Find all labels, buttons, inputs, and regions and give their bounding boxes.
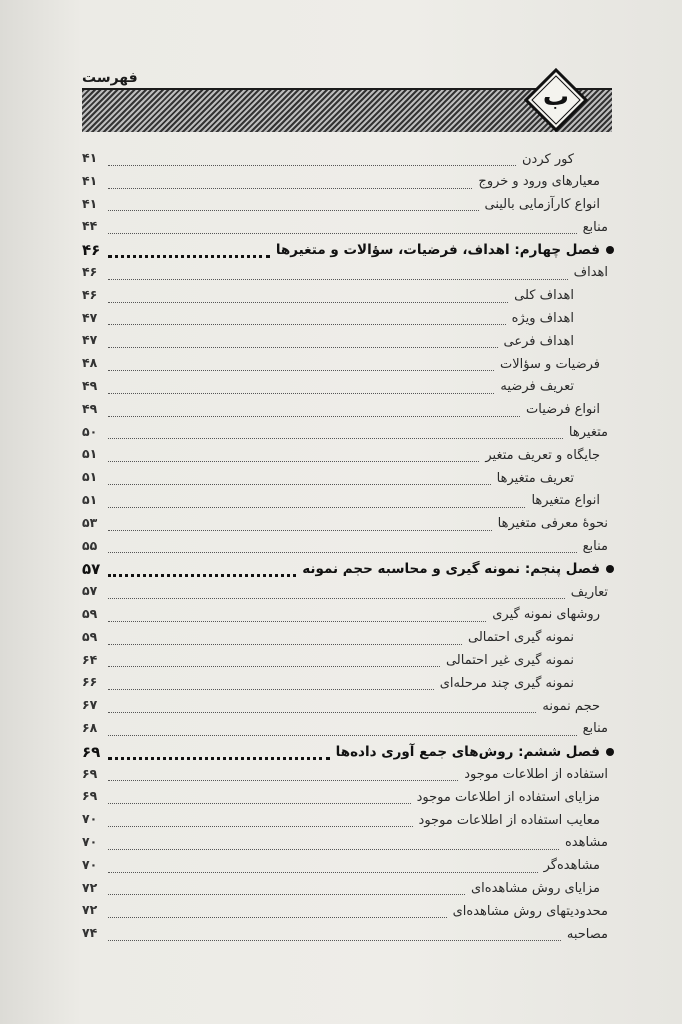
toc-page-number: ۴۱ [82, 195, 98, 211]
dot-leader [108, 757, 330, 760]
toc-entry-label [522, 148, 574, 170]
dot-leader [108, 507, 525, 508]
dot-leader [108, 552, 577, 553]
toc-page-number: ۵۳ [82, 514, 98, 530]
toc-entry-label [419, 809, 600, 831]
toc-entry-label [446, 650, 574, 672]
toc-page-number: ۵۱ [82, 469, 98, 485]
toc-page-number: ۶۹ [82, 765, 98, 781]
toc-chapter-label [336, 741, 614, 763]
table-of-contents [82, 148, 614, 946]
toc-entry-label [468, 627, 574, 649]
dot-leader [108, 644, 462, 645]
toc-page-number: ۷۰ [82, 856, 98, 872]
toc-page-number: ۴۷ [82, 309, 98, 325]
toc-chapter-row [82, 239, 614, 262]
toc-label-text: انواع فرضیات [526, 402, 600, 418]
dot-leader [108, 940, 561, 941]
toc-entry-label [485, 194, 601, 216]
dot-leader [108, 370, 494, 371]
toc-entry-label [471, 878, 600, 900]
dot-leader [108, 484, 491, 485]
dot-leader [108, 826, 413, 827]
toc-entry-row [82, 330, 614, 353]
toc-label-text: مزایای روش مشاهده‌ای [471, 881, 600, 896]
dot-leader [108, 666, 440, 667]
toc-entry-label [514, 285, 574, 307]
bullet-icon [606, 748, 614, 756]
toc-label-text: اهداف فرعی [503, 333, 574, 349]
toc-label-text: مشاهده [564, 835, 608, 851]
toc-entry-label [485, 444, 600, 466]
toc-label-text: معایب استفاده از اطلاعات موجود [418, 812, 600, 828]
toc-label-text: اهداف کلی [514, 288, 574, 304]
toc-label-text: مشاهده‌گر [543, 858, 600, 874]
toc-label-text: تعریف فرضیه [500, 379, 574, 395]
toc-label-text: تعریف متغیرها [496, 470, 574, 486]
toc-entry-label [498, 513, 608, 535]
dot-leader [108, 780, 458, 781]
toc-label-text: کور کردن [521, 151, 574, 167]
toc-page-number: ۵۰ [82, 423, 98, 439]
toc-page-number: ۶۸ [82, 719, 98, 735]
toc-label-text: انواع کارآزمایی بالینی [484, 197, 600, 213]
toc-page-number: ۶۷ [82, 697, 98, 713]
toc-page-number: ۶۴ [82, 651, 98, 667]
toc-page-number: ۷۴ [82, 925, 98, 941]
toc-page-number: ۴۶ [82, 241, 101, 260]
toc-entry-row [82, 467, 614, 490]
toc-entry-label [512, 308, 574, 330]
toc-entry-row [82, 878, 614, 901]
dot-leader [108, 872, 538, 873]
dot-leader [108, 233, 577, 234]
toc-page-number: ۴۱ [82, 150, 98, 165]
toc-label-text: فصل ششم: روش‌های جمع آوری داده‌ها [335, 743, 600, 760]
dot-leader [108, 324, 506, 325]
toc-entry-label [464, 764, 608, 786]
toc-label-text: نحوهٔ معرفی متغیرها [497, 516, 608, 532]
dot-leader [108, 621, 486, 622]
dot-leader [108, 461, 479, 462]
toc-entry-label [542, 695, 600, 717]
toc-entry-row [82, 444, 614, 467]
toc-page-number: ۵۷ [82, 560, 101, 579]
toc-page-number: ۴۹ [82, 400, 98, 416]
dot-leader [108, 689, 434, 690]
toc-label-text: اهداف ویژه [511, 311, 574, 327]
dot-leader [108, 416, 520, 417]
toc-chapter-row [82, 741, 614, 764]
toc-page-number: ۷۲ [82, 879, 98, 895]
toc-entry-row [82, 490, 614, 513]
dot-leader [108, 917, 447, 918]
toc-entry-label [453, 900, 608, 922]
toc-entry-row [82, 764, 614, 787]
toc-entry-row [82, 148, 614, 171]
toc-page-number: ۴۴ [82, 218, 98, 234]
toc-page-number: ۶۹ [82, 742, 101, 761]
toc-page-number: ۵۹ [82, 628, 98, 644]
toc-entry-row [82, 171, 614, 194]
toc-page-number: ۴۸ [82, 355, 98, 371]
toc-entry-label [571, 581, 608, 603]
dot-leader [108, 438, 563, 439]
dot-leader [108, 574, 296, 577]
toc-entry-row [82, 216, 614, 239]
toc-label-text: اهداف [573, 265, 608, 281]
toc-page-number: ۴۶ [82, 286, 98, 302]
toc-page-number: ۶۶ [82, 674, 98, 690]
toc-label-text: منابع [582, 721, 608, 737]
page-header-title: فهرست [82, 70, 138, 86]
toc-entry-row [82, 832, 614, 855]
toc-entry-label [574, 262, 608, 284]
toc-entry-label [417, 786, 600, 808]
toc-entry-row [82, 695, 614, 718]
dot-leader [108, 849, 559, 850]
toc-entry-label [500, 376, 574, 398]
toc-label-text: منابع [582, 219, 608, 235]
dot-leader [108, 803, 411, 804]
page-letter: ب [542, 82, 570, 112]
toc-label-text: حجم نمونه [542, 698, 600, 714]
toc-entry-row [82, 627, 614, 650]
toc-page-number: ۷۰ [82, 833, 98, 849]
toc-label-text: فصل چهارم: اهداف، فرضیات، سؤالات و متغیرها [275, 242, 600, 259]
toc-entry-row [82, 536, 614, 559]
toc-label-text: نمونه گیری چند مرحله‌ای [439, 675, 574, 691]
toc-entry-row [82, 308, 614, 331]
toc-entry-row [82, 900, 614, 923]
toc-page-number: ۵۹ [82, 605, 98, 621]
dot-leader [108, 347, 498, 348]
toc-entry-row [82, 422, 614, 445]
toc-page-number: ۷۰ [82, 811, 98, 827]
dot-leader [108, 188, 472, 189]
toc-label-text: مزایای استفاده از اطلاعات موجود [416, 789, 600, 805]
toc-page-number: ۴۶ [82, 263, 98, 279]
toc-entry-row [82, 786, 614, 809]
toc-label-text: محدودیتهای روش مشاهده‌ای [452, 903, 608, 919]
toc-entry-label [569, 422, 608, 444]
dot-leader [108, 735, 577, 736]
toc-entry-label [500, 353, 600, 375]
toc-label-text: نمونه گیری غیر احتمالی [445, 653, 574, 669]
bullet-icon [606, 246, 614, 254]
toc-entry-row [82, 923, 614, 946]
dot-leader [108, 598, 565, 599]
dot-leader [108, 530, 492, 531]
toc-page-number: ۴۱ [82, 172, 98, 188]
toc-label-text: جایگاه و تعریف متغیر [485, 447, 600, 463]
toc-entry-row [82, 855, 614, 878]
toc-entry-row [82, 376, 614, 399]
toc-entry-row [82, 650, 614, 673]
toc-page-number: ۷۲ [82, 902, 98, 918]
dot-leader [108, 712, 536, 713]
toc-label-text: انواع متغیرها [531, 493, 600, 509]
toc-entry-row [82, 353, 614, 376]
toc-entry-row [82, 399, 614, 422]
toc-entry-label [567, 923, 608, 945]
toc-label-text: مصاحبه [566, 926, 608, 942]
dot-leader [108, 210, 479, 211]
toc-page-number: ۴۷ [82, 332, 98, 348]
toc-label-text: نمونه گیری احتمالی [467, 630, 574, 646]
toc-page-number: ۵۷ [82, 583, 98, 599]
toc-entry-row [82, 513, 614, 536]
dot-leader [108, 894, 465, 895]
toc-entry-row [82, 194, 614, 217]
toc-entry-row [82, 672, 614, 695]
toc-entry-label [492, 604, 600, 626]
toc-entry-label [583, 216, 608, 238]
toc-label-text: استفاده از اطلاعات موجود [464, 767, 608, 783]
toc-entry-row [82, 718, 614, 741]
toc-entry-label [565, 832, 608, 854]
toc-entry-label [478, 171, 600, 193]
toc-chapter-label [302, 558, 614, 580]
toc-entry-row [82, 809, 614, 832]
toc-label-text: منابع [582, 539, 608, 555]
toc-page-number: ۵۱ [82, 491, 98, 507]
dot-leader [108, 255, 270, 258]
toc-entry-label [583, 718, 608, 740]
toc-page-number: ۴۹ [82, 377, 98, 393]
toc-entry-label [544, 855, 600, 877]
toc-page-number: ۵۵ [82, 537, 98, 553]
toc-label-text: متغیرها [568, 425, 608, 441]
toc-entry-row [82, 285, 614, 308]
page-letter-badge [524, 68, 588, 132]
toc-label-text: روشهای نمونه گیری [492, 607, 600, 623]
toc-label-text: تعاریف [570, 584, 608, 600]
toc-entry-label [497, 467, 574, 489]
toc-label-text: فصل پنجم: نمونه گیری و محاسبه حجم نمونه [302, 561, 600, 578]
dot-leader [108, 165, 516, 166]
toc-label-text: فرضیات و سؤالات [500, 356, 600, 372]
toc-entry-label [526, 399, 600, 421]
toc-entry-label [440, 672, 574, 694]
toc-page-number: ۵۱ [82, 446, 98, 462]
toc-entry-label [531, 490, 600, 512]
toc-page-number: ۶۹ [82, 788, 98, 804]
bullet-icon [606, 565, 614, 573]
toc-chapter-row [82, 558, 614, 581]
toc-entry-row [82, 262, 614, 285]
toc-entry-row [82, 604, 614, 627]
toc-entry-label [504, 330, 575, 352]
dot-leader [108, 302, 508, 303]
toc-chapter-label [276, 239, 614, 261]
toc-entry-row [82, 581, 614, 604]
dot-leader [108, 393, 494, 394]
toc-entry-label [583, 536, 608, 558]
dot-leader [108, 279, 568, 280]
toc-label-text: معیارهای ورود و خروج [478, 174, 600, 190]
